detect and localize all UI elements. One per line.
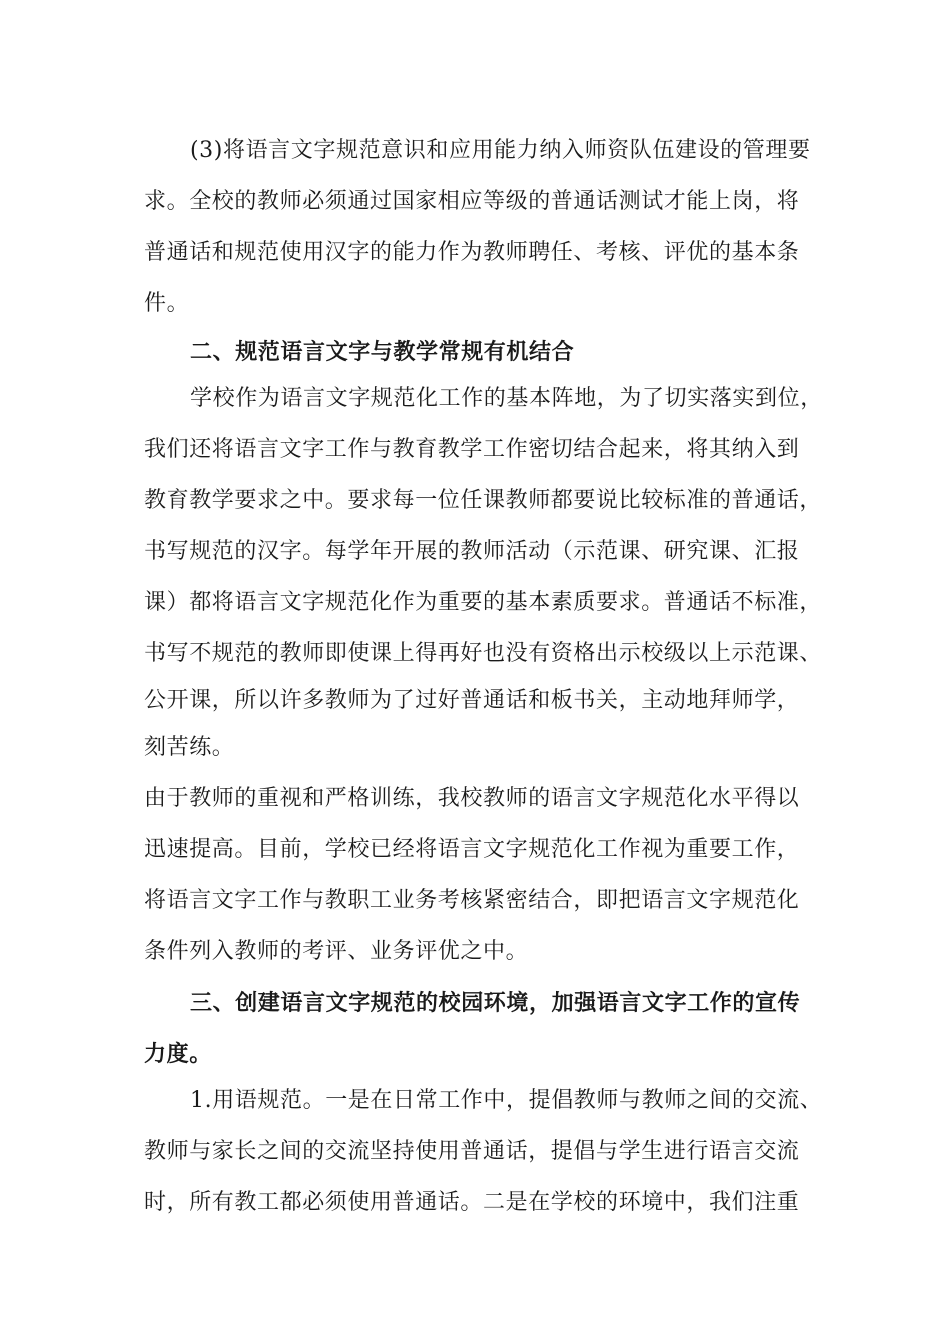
para4-line-3: 时，所有教工都必须使用普通话。二是在学校的环境中，我们注重	[144, 1190, 800, 1215]
para1-line-1: (3)将语言文字规范意识和应用能力纳入师资队伍建设的管理要	[190, 138, 811, 163]
para1-line-2: 求。全校的教师必须通过国家相应等级的普通话测试才能上岗，将	[144, 189, 800, 214]
para4-line-2: 教师与家长之间的交流坚持使用普通话，提倡与学生进行语言交流	[144, 1139, 800, 1164]
para3-line-3: 将语言文字工作与教职工业务考核紧密结合，即把语言文字规范化	[144, 888, 800, 913]
para2-line-5: 课）都将语言文字规范化作为重要的基本素质要求。普通话不标准，	[144, 590, 823, 615]
para2-line-7: 公开课，所以许多教师为了过好普通话和板书关，主动地拜师学，	[144, 688, 800, 713]
para3-line-1: 由于教师的重视和严格训练，我校教师的语言文字规范化水平得以	[144, 786, 800, 811]
para2-line-4: 书写规范的汉字。每学年开展的教师活动（示范课、研究课、汇报	[144, 539, 800, 564]
section-heading-3-line-2: 力度。	[144, 1041, 212, 1067]
para3-line-2: 迅速提高。目前，学校已经将语言文字规范化工作视为重要工作，	[144, 837, 800, 862]
section-heading-3-line-1: 三、创建语言文字规范的校园环境，加强语言文字工作的宣传	[190, 990, 801, 1016]
section-heading-2: 二、规范语言文字与教学常规有机结合	[190, 339, 575, 365]
para4-line-1: 1.用语规范。一是在日常工作中，提倡教师与教师之间的交流、	[190, 1088, 823, 1113]
para1-line-3: 普通话和规范使用汉字的能力作为教师聘任、考核、评优的基本条	[144, 240, 800, 265]
para1-line-4: 件。	[144, 291, 190, 316]
para3-line-4: 条件列入教师的考评、业务评优之中。	[144, 939, 529, 964]
para2-line-6: 书写不规范的教师即使课上得再好也没有资格出示校级以上示范课、	[144, 641, 823, 666]
para2-line-1: 学校作为语言文字规范化工作的基本阵地，为了切实落实到位，	[190, 386, 823, 411]
para2-line-2: 我们还将语言文字工作与教育教学工作密切结合起来，将其纳入到	[144, 437, 800, 462]
para2-line-3: 教育教学要求之中。要求每一位任课教师都要说比较标准的普通话，	[144, 488, 823, 513]
para2-line-8: 刻苦练。	[144, 735, 235, 760]
